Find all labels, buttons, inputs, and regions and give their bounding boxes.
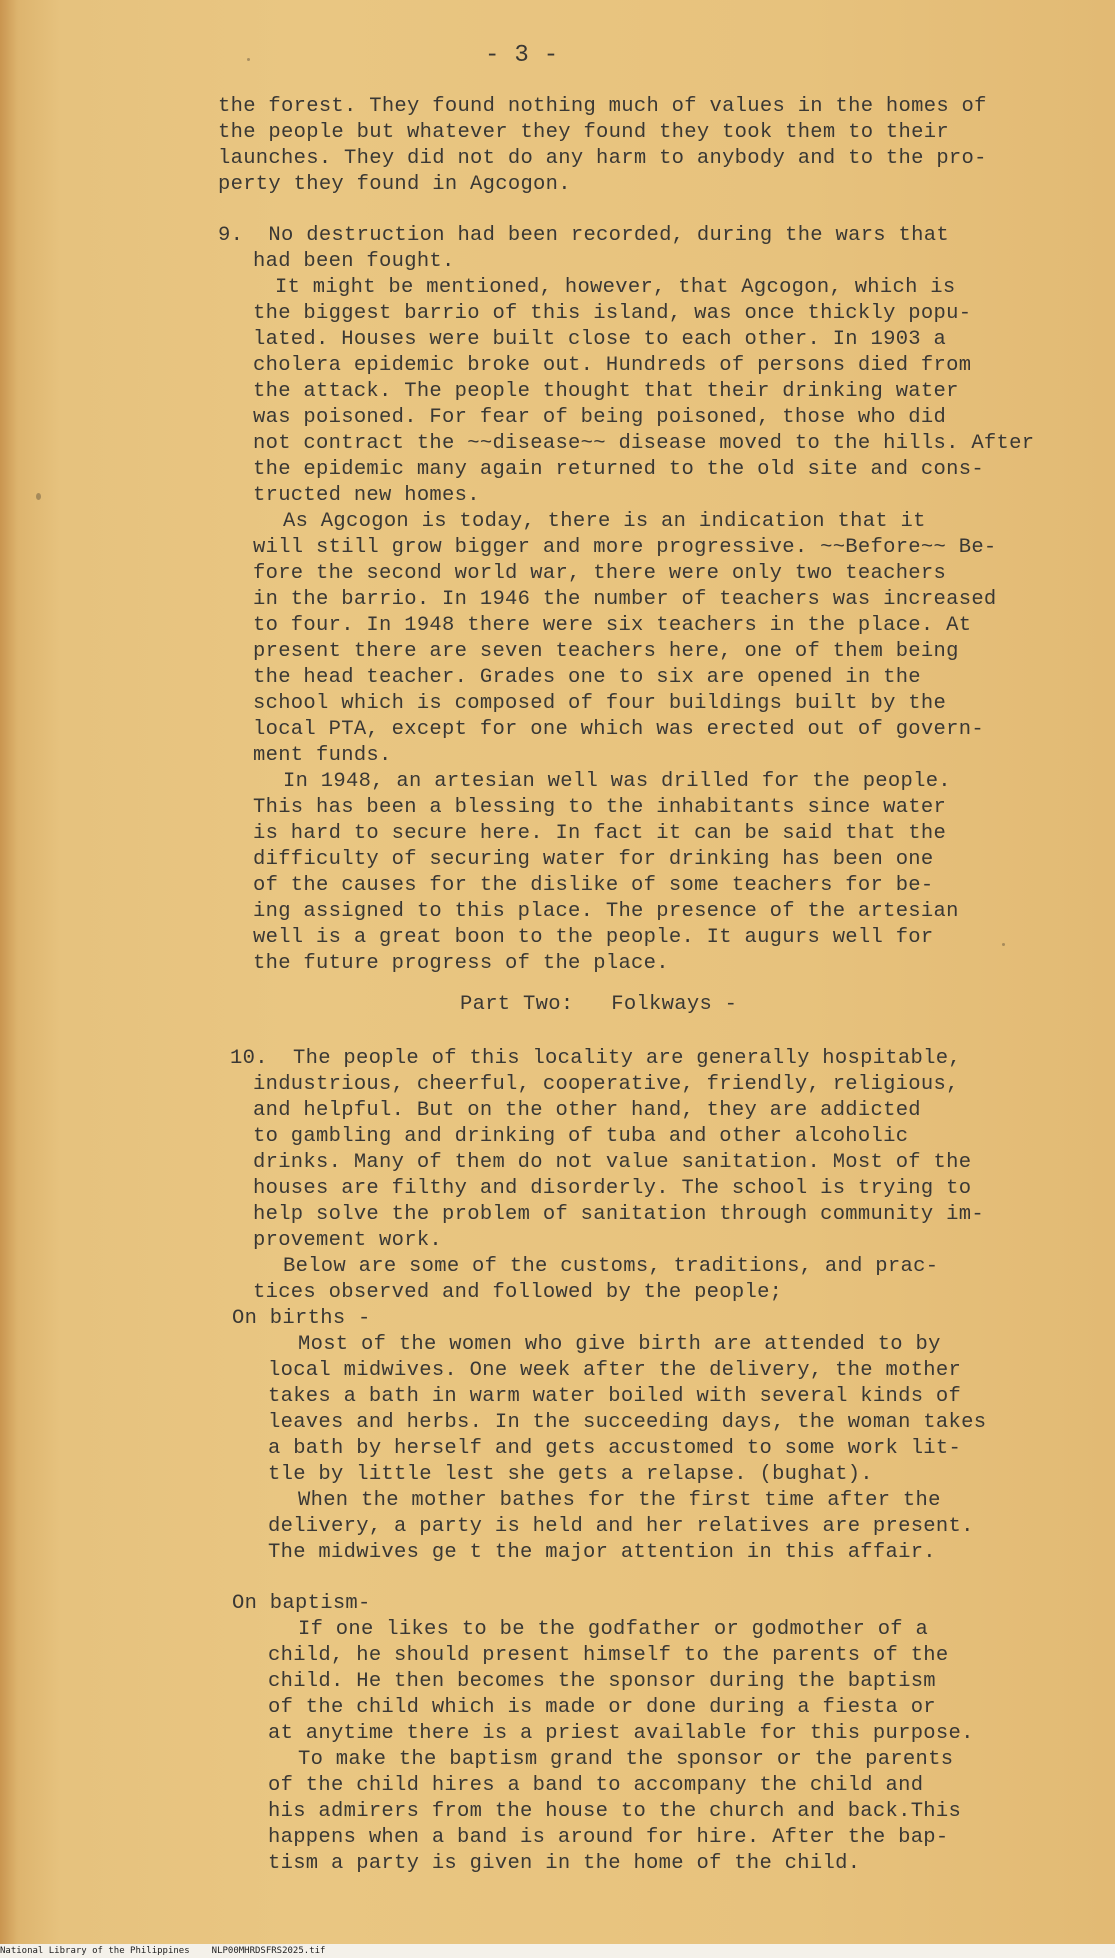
text-line: As Agcogon is today, there is an indication that it [283,510,926,533]
text-line: local PTA, except for one which was erected out of govern- [253,718,984,741]
text-line: tices observed and followed by the people; [253,1281,783,1304]
text-line: takes a bath in warm water boiled with several kinds of [268,1385,962,1408]
text-line: of the child which is made or done during a fiesta or [268,1696,936,1719]
footer-file: NLP00MHRDSFRS2025.tif [211,1946,326,1956]
text-line: help solve the problem of sanitation through community im- [253,1203,984,1226]
text-line: 9. No destruction had been recorded, during the wars that [218,224,949,247]
section-heading: Part Two: Folkways - [460,993,738,1016]
text-line: of the child hires a band to accompany the child and [268,1774,924,1797]
text-line: to gambling and drinking of tuba and other alcoholic [253,1125,909,1148]
text-line: cholera epidemic broke out. Hundreds of persons died from [253,354,972,377]
text-line: Below are some of the customs, traditions, and prac- [283,1255,939,1278]
text-line: delivery, a party is held and her relatives are present. [268,1515,974,1538]
text-line: child, he should present himself to the parents of the [268,1644,949,1667]
text-line: local midwives. One week after the delivery, the mother [268,1359,962,1382]
text-line: his admirers from the house to the church and back.This [268,1800,962,1823]
text-line: When the mother bathes for the first time after the [298,1489,941,1512]
text-line: in the barrio. In 1946 the number of teachers was increased [253,588,997,611]
text-line: launches. They did not do any harm to anybody and to the pro- [218,147,987,170]
text-line: provement work. [253,1229,443,1252]
text-line: fore the second world war, there were only two teachers [253,562,947,585]
page-number: - 3 - [485,42,559,69]
text-line: the attack. The people thought that their drinking water [253,380,959,403]
text-line: Most of the women who give birth are attended to by [298,1333,941,1356]
text-line: drinks. Many of them do not value sanitation. Most of the [253,1151,972,1174]
text-line: and helpful. But on the other hand, they are addicted [253,1099,921,1122]
text-line: a bath by herself and gets accustomed to some work lit- [268,1437,962,1460]
footer-library: National Library of the Philippines [0,1946,190,1956]
text-line: child. He then becomes the sponsor during the baptism [268,1670,936,1693]
text-line: tle by little lest she gets a relapse. (bughat). [268,1463,873,1486]
text-line: ment funds. [253,744,392,767]
text-line: of the causes for the dislike of some teachers for be- [253,874,934,897]
text-line: was poisoned. For fear of being poisoned, those who did [253,406,947,429]
text-line: industrious, cheerful, cooperative, friendly, religious, [253,1073,959,1096]
text-line: school which is composed of four buildings built by the [253,692,947,715]
text-line: ing assigned to this place. The presence of the artesian [253,900,959,923]
text-line: at anytime there is a priest available for this purpose. [268,1722,974,1745]
text-line: The midwives ge t the major attention in this affair. [268,1541,936,1564]
text-line: difficulty of securing water for drinking has been one [253,848,934,871]
text-line: not contract the ~~disease~~ disease moved to the hills. After [253,432,1035,455]
text-line: had been fought. [253,250,455,273]
text-line: 10. The people of this locality are generally hospitable, [230,1047,961,1070]
text-line: the epidemic many again returned to the old site and cons- [253,458,984,481]
text-line: the biggest barrio of this island, was once thickly popu- [253,302,972,325]
text-line: happens when a band is around for hire. After the bap- [268,1826,949,1849]
text-line: tism a party is given in the home of the child. [268,1852,861,1875]
text-line: leaves and herbs. In the succeeding days, the woman takes [268,1411,987,1434]
text-line: It might be mentioned, however, that Agcogon, which is [275,276,956,299]
text-line: is hard to secure here. In fact it can be said that the [253,822,947,845]
text-line: lated. Houses were built close to each other. In 1903 a [253,328,947,351]
paper-speck [36,493,41,500]
text-line: In 1948, an artesian well was drilled for the people. [283,770,951,793]
text-line: will still grow bigger and more progressive. ~~Before~~ Be- [253,536,997,559]
text-line: To make the baptism grand the sponsor or the parents [298,1748,954,1771]
text-line: This has been a blessing to the inhabitants since water [253,796,947,819]
text-line: perty they found in Agcogon. [218,173,571,196]
text-line: well is a great boon to the people. It augurs well for [253,926,934,949]
text-line: the forest. They found nothing much of values in the homes of [218,95,987,118]
text-line: If one likes to be the godfather or godmother of a [298,1618,929,1641]
text-line: the head teacher. Grades one to six are opened in the [253,666,921,689]
text-line: to four. In 1948 there were six teachers in the place. At [253,614,972,637]
text-line: the future progress of the place. [253,952,669,975]
text-line: tructed new homes. [253,484,480,507]
paper-speck [247,58,250,61]
subheading-baptism: On baptism- [232,1592,371,1615]
subheading-births: On births - [232,1307,371,1330]
text-line: houses are filthy and disorderly. The school is trying to [253,1177,972,1200]
text-line: present there are seven teachers here, one of them being [253,640,959,663]
text-line: the people but whatever they found they took them to their [218,121,949,144]
scan-footer [0,1944,1115,1958]
paper-speck [1002,943,1005,946]
